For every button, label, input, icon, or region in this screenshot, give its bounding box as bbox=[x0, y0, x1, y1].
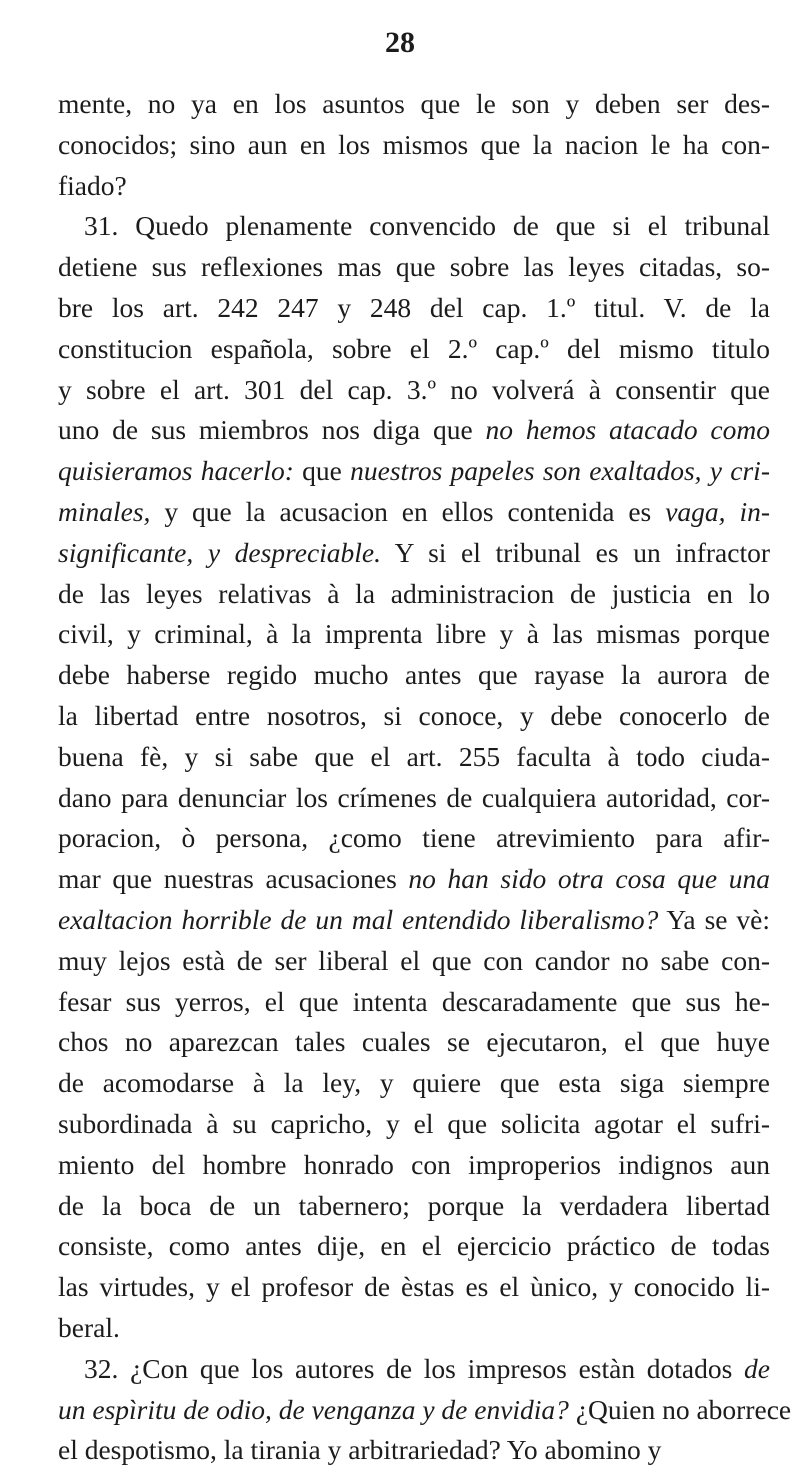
text-line bbox=[58, 206, 770, 247]
text-line bbox=[58, 329, 770, 370]
text-run: poracion, ò persona, ¿como tiene atrevimiento para afir- bbox=[58, 822, 770, 854]
text-run: Y si el tribunal es un infractor bbox=[381, 536, 770, 568]
text-run: mente, no ya en los asuntos que le son y deben ser des- bbox=[58, 88, 770, 119]
text-line bbox=[58, 778, 770, 819]
italic-run: minales, bbox=[58, 495, 151, 527]
body-text bbox=[58, 84, 792, 1471]
text-line bbox=[58, 1226, 770, 1267]
text-line bbox=[58, 696, 770, 737]
text-run: consiste, como antes dije, en el ejercicio práctico de todas bbox=[58, 1230, 770, 1262]
text-line bbox=[58, 492, 770, 533]
text-line bbox=[58, 900, 770, 941]
text-line bbox=[58, 818, 770, 859]
text-run: ¿Quien no aborrece bbox=[568, 1393, 792, 1425]
text-run: detiene sus reflexiones mas que sobre las leyes citadas, so- bbox=[58, 251, 770, 283]
text-line bbox=[58, 614, 770, 655]
text-line bbox=[58, 1349, 770, 1390]
text-run: subordinada à su capricho, y el que solicita agotar el sufri- bbox=[58, 1107, 770, 1139]
italic-run: exaltacion horrible de un mal entendido liberalismo? bbox=[58, 903, 659, 935]
text-run: bre los art. 242 247 y 248 del cap. 1.º titul. V. de la bbox=[58, 291, 770, 323]
text-line bbox=[58, 166, 770, 207]
italic-run: vaga, in- bbox=[665, 495, 770, 527]
text-line bbox=[58, 533, 770, 574]
page-number: 28 bbox=[385, 26, 415, 59]
text-run: debe haberse regido mucho antes que rayase la aurora de bbox=[58, 659, 770, 691]
text-run: beral. bbox=[58, 1311, 120, 1343]
text-line bbox=[58, 1186, 770, 1227]
text-line bbox=[58, 1390, 792, 1431]
text-run: Ya se vè: bbox=[658, 903, 770, 935]
italic-run: significante, y despreciable. bbox=[58, 536, 382, 568]
text-line bbox=[58, 737, 770, 778]
italic-run: no hemos atacado como bbox=[485, 414, 770, 446]
text-run: y que la acusacion en ellos contenida es bbox=[150, 495, 666, 527]
text-run: uno de sus miembros nos diga que bbox=[58, 414, 486, 446]
text-run: de acomodarse à la ley, y quiere que esta siga siempre bbox=[58, 1067, 770, 1099]
text-line bbox=[58, 1267, 770, 1308]
italic-run: un espìritu de odio, de venganza y de envidia? bbox=[58, 1393, 569, 1425]
italic-run: no han sido otra cosa que una bbox=[408, 863, 770, 895]
text-line bbox=[58, 1104, 770, 1145]
text-run: las virtudes, y el profesor de èstas es el ùnico, y conocido li- bbox=[58, 1271, 770, 1303]
text-run: que bbox=[293, 455, 351, 487]
text-line bbox=[58, 370, 770, 411]
text-line bbox=[58, 1145, 770, 1186]
text-line bbox=[58, 1063, 770, 1104]
text-run: mar que nuestras acusaciones bbox=[58, 863, 409, 895]
italic-run: de bbox=[744, 1352, 770, 1384]
text-line bbox=[58, 288, 770, 329]
text-line bbox=[58, 247, 770, 288]
text-line bbox=[58, 982, 770, 1023]
text-run: fesar sus yerros, el que intenta descaradamente que sus he- bbox=[58, 985, 770, 1017]
text-line bbox=[58, 451, 770, 492]
text-line bbox=[58, 574, 770, 615]
text-line bbox=[58, 410, 770, 451]
text-line bbox=[58, 655, 770, 696]
text-run: de la boca de un tabernero; porque la verdadera libertad bbox=[58, 1189, 770, 1221]
italic-run: quisieramos hacerlo: bbox=[58, 455, 294, 487]
text-line bbox=[58, 125, 770, 166]
text-line bbox=[58, 941, 770, 982]
text-run: miento del hombre honrado con improperios indignos aun bbox=[58, 1148, 770, 1180]
text-line bbox=[58, 859, 770, 900]
text-run: 32. ¿Con que los autores de los impresos estàn dotados bbox=[84, 1352, 745, 1384]
text-line bbox=[58, 1430, 770, 1471]
text-run: muy lejos està de ser liberal el que con candor no sabe con- bbox=[58, 944, 770, 976]
text-run: fiado? bbox=[58, 169, 127, 201]
text-run: 31. Quedo plenamente convencido de que si el tribunal bbox=[84, 210, 770, 242]
text-run: civil, y criminal, à la imprenta libre y à las mismas porque bbox=[58, 618, 770, 650]
text-line bbox=[58, 1022, 770, 1063]
text-run: la libertad entre nosotros, si conoce, y debe conocerlo de bbox=[58, 699, 770, 731]
text-run: constitucion española, sobre el 2.º cap.º del mismo titulo bbox=[58, 332, 770, 364]
text-run: buena fè, y si sabe que el art. 255 faculta à todo ciuda- bbox=[58, 740, 770, 772]
text-run: chos no aparezcan tales cuales se ejecutaron, el que huye bbox=[58, 1026, 770, 1058]
text-run: dano para denunciar los crímenes de cualquiera autoridad, cor- bbox=[58, 781, 770, 813]
text-run: y sobre el art. 301 del cap. 3.º no volverá à consentir que bbox=[58, 373, 770, 405]
text-line bbox=[58, 1308, 770, 1349]
text-run: el despotismo, la tirania y arbitrariedad? Yo abomino y bbox=[58, 1434, 662, 1466]
text-line bbox=[58, 84, 770, 125]
text-run: de las leyes relativas à la administracion de justicia en lo bbox=[58, 577, 770, 609]
text-run: conocidos; sino aun en los mismos que la nacion le ha con- bbox=[58, 128, 770, 160]
italic-run: nuestros papeles son exaltados, y cri- bbox=[350, 455, 770, 487]
